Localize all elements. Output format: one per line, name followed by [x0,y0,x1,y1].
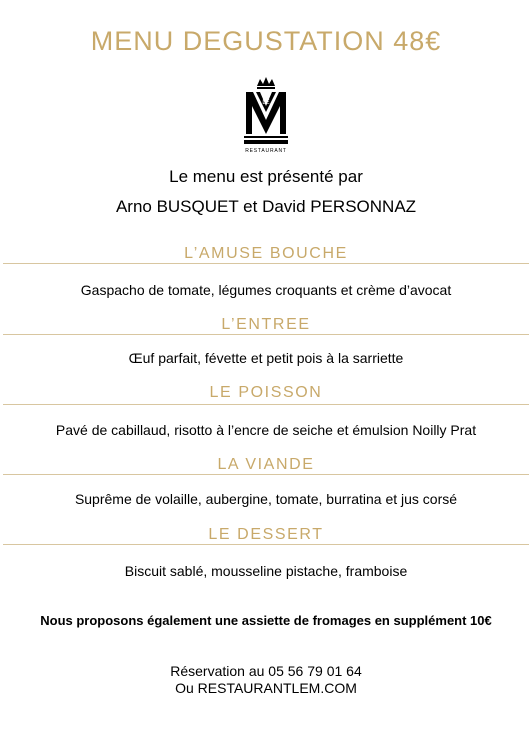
section-divider [3,334,529,335]
section-heading-amuse-bouche: L’AMUSE BOUCHE [184,245,348,262]
logo-letters: LE [262,100,270,106]
section-heading-viande: LA VIANDE [217,456,315,473]
contact-block [0,663,532,697]
section-divider [3,404,529,405]
section-divider [3,474,529,475]
section-divider [3,544,529,545]
logo-caption: RESTAURANT [245,148,287,154]
section-heading-poisson: LE POISSON [209,384,323,401]
presented-by-chefs: Arno BUSQUET et David PERSONNAZ [115,197,417,216]
section-heading-dessert: LE DESSERT [208,526,324,543]
presented-by-line1: Le menu est présenté par [169,167,363,186]
le-m-restaurant-logo-icon [236,76,296,156]
reservation-phone: Réservation au 05 56 79 01 64 [170,663,362,679]
section-heading-entree: L’ENTREE [221,316,311,333]
menu-title: MENU DEGUSTATION 48€ [90,26,442,56]
dish-amuse-bouche: Gaspacho de tomate, légumes croquants et crème d’avocat [80,282,452,298]
dish-dessert: Biscuit sablé, mousseline pistache, framboise [124,563,408,579]
website-text: Ou RESTAURANTLEM.COM [175,680,357,696]
cheese-supplement-note: Nous proposons également une assiette de fromages en supplément 10€ [40,613,492,628]
presented-by [0,162,532,222]
dish-viande: Suprême de volaille, aubergine, tomate, burratina et jus corsé [74,491,458,507]
dish-entree: Œuf parfait, févette et petit pois à la sarriette [128,350,404,366]
section-divider [3,263,529,264]
dish-poisson: Pavé de cabillaud, risotto à l’encre de seiche et émulsion Noilly Prat [55,422,477,438]
